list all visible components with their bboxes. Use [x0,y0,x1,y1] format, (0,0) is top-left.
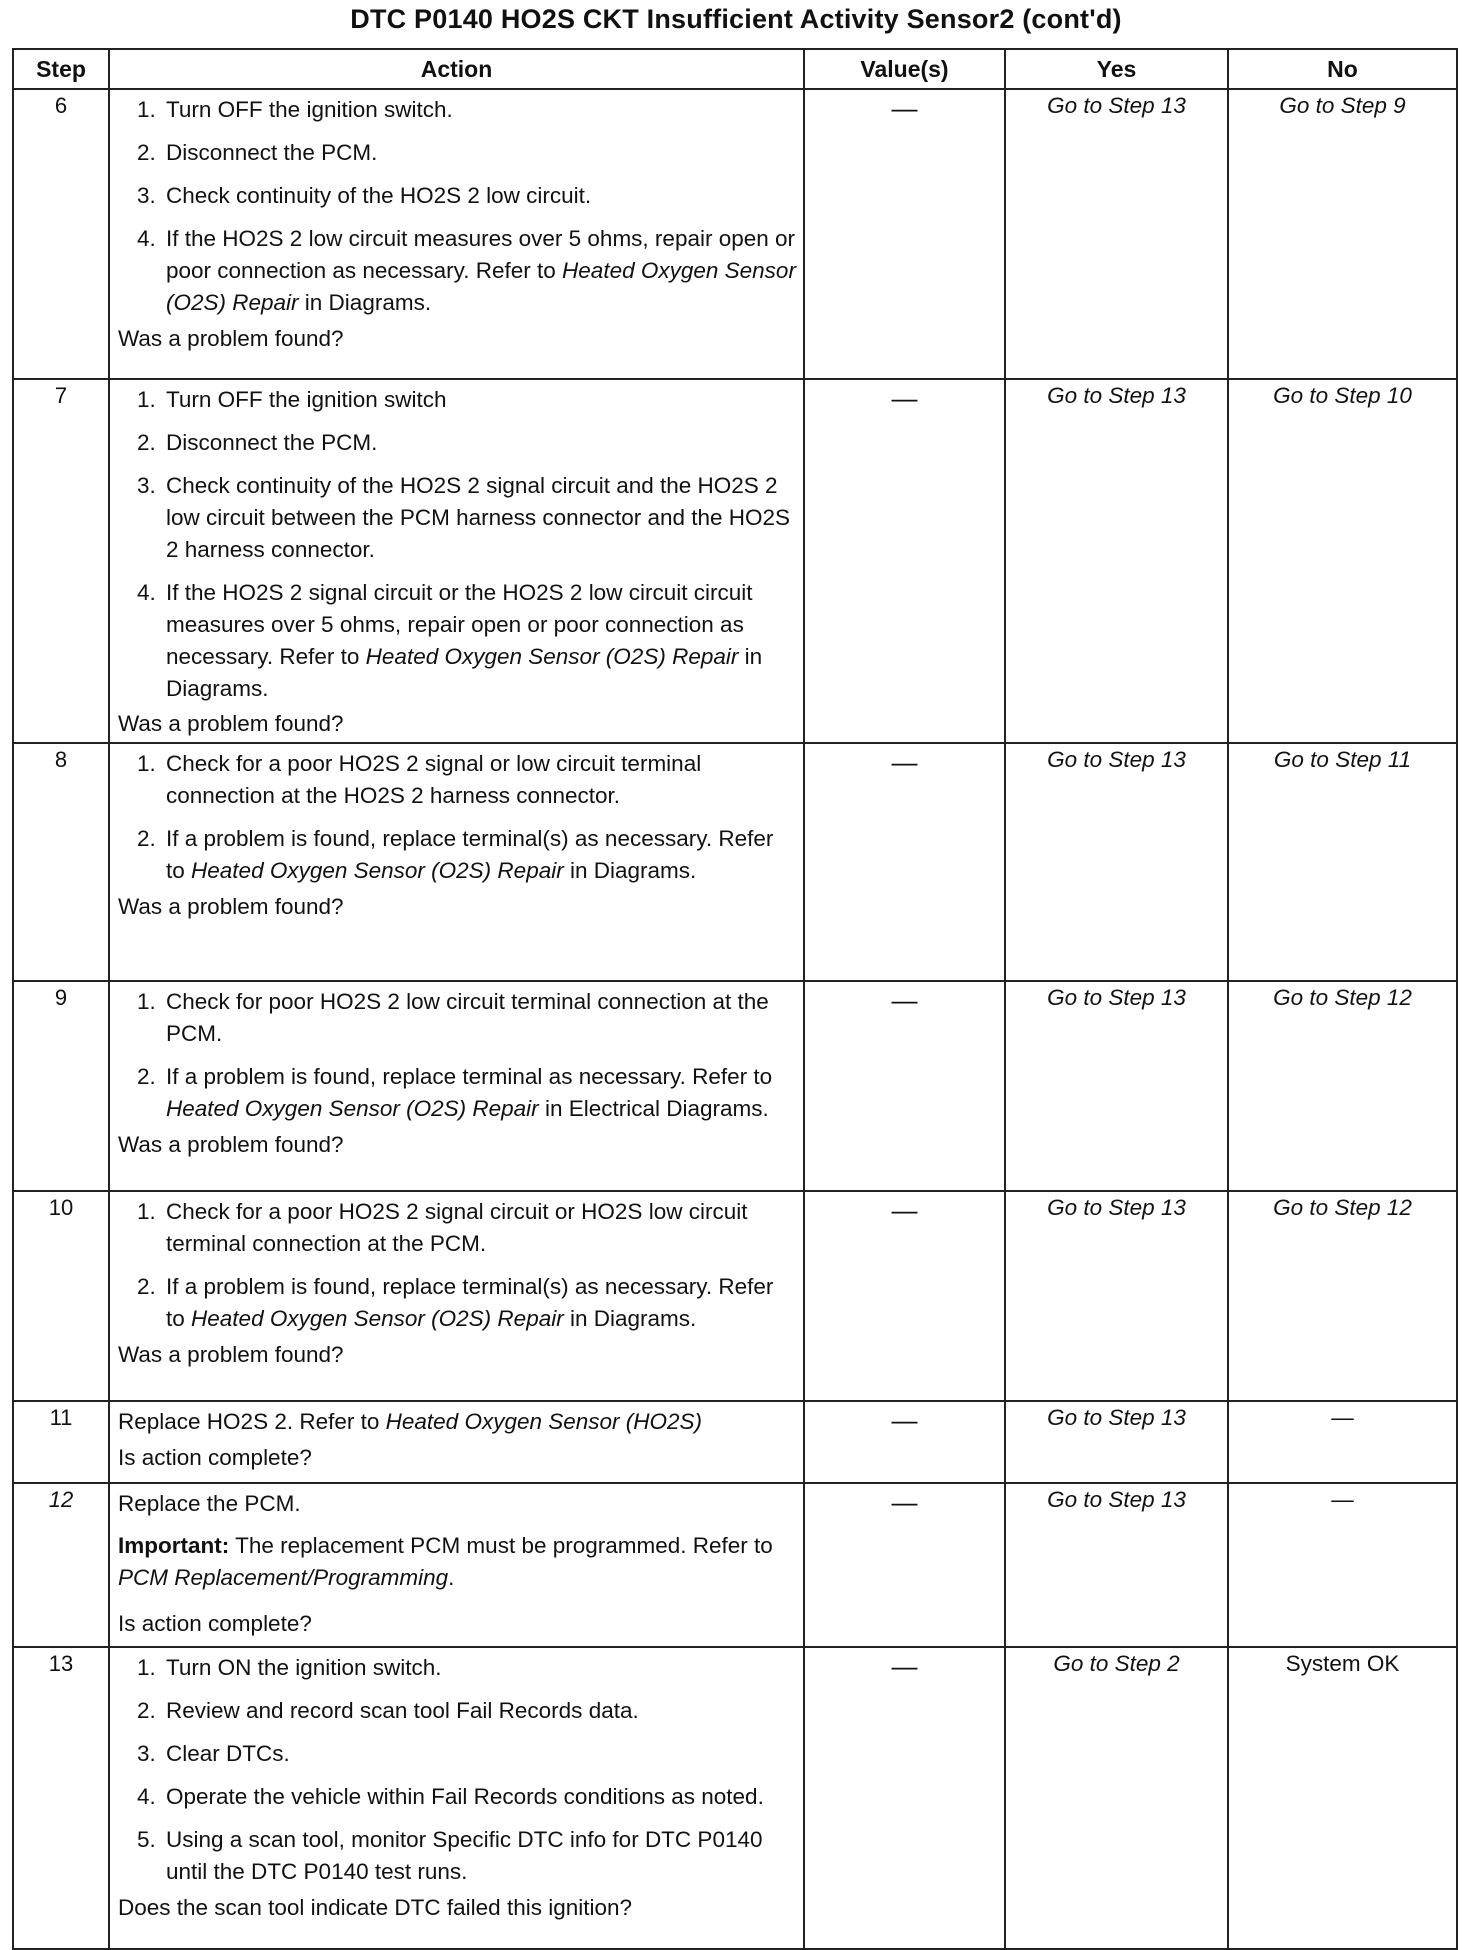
list-item: 3. Clear DTCs. [162,1738,797,1770]
list-item: 4. If the HO2S 2 signal circuit or the HO2S 2 low circuit circuit measures over 5 ohms, repair open or poor connection as necessary. Refer to Heated Oxygen Sensor (O2S) Repair in Diagrams. [162,577,797,705]
step-number: 10 [13,1191,109,1401]
action-text: Replace the PCM. [118,1491,301,1517]
header-no: No [1228,49,1457,89]
no-answer: — [1331,1405,1354,1431]
action-question: Was a problem found? [118,894,344,920]
list-item: 4. Operate the vehicle within Fail Records conditions as noted. [162,1781,797,1813]
action-question: Is action complete? [118,1445,312,1471]
page-title: DTC P0140 HO2S CKT Insufficient Activity Sensor2 (cont'd) [350,4,1122,34]
action-list [118,1652,797,1888]
important-note: Important: The replacement PCM must be programmed. Refer to PCM Replacement/Programming. [118,1533,773,1591]
yes-cell [1005,1483,1228,1647]
no-cell [1228,1483,1457,1647]
list-item: 4. If the HO2S 2 low circuit measures over 5 ohms, repair open or poor connection as necessary. Refer to Heated Oxygen Sensor (O2S) Repair in Diagrams. [162,223,797,319]
list-item: 2. Disconnect the PCM. [162,137,797,169]
step-number: 7 [13,379,109,743]
yes-cell [1005,1647,1228,1949]
table-row [13,379,1457,743]
list-item: 3. Check continuity of the HO2S 2 low circuit. [162,180,797,212]
no-cell [1228,981,1457,1191]
action-question: Does the scan tool indicate DTC failed this ignition? [118,1895,633,1920]
action-cell [109,1401,804,1483]
yes-answer: Go to Step 13 [1047,93,1186,118]
action-cell [109,89,804,379]
list-item: 1. Check for a poor HO2S 2 signal or low circuit terminal connection at the HO2S 2 harness connector. [162,748,797,812]
list-item: 1. Check for a poor HO2S 2 signal circuit or HO2S low circuit terminal connection at the PCM. [162,1196,797,1260]
no-cell [1228,743,1457,981]
action-list [118,748,797,887]
no-answer: Go to Step 11 [1273,747,1412,773]
action-cell [109,981,804,1191]
header-values: Value(s) [804,49,1005,89]
action-question: Was a problem found? [118,325,344,351]
table-row [13,89,1457,379]
yes-answer: Go to Step 13 [1047,1405,1186,1431]
no-answer: Go to Step 12 [1273,1195,1412,1221]
list-item: 1. Turn ON the ignition switch. [162,1652,797,1684]
action-text: Replace HO2S 2. Refer to Heated Oxygen Sensor (HO2S) [118,1409,703,1435]
table-row [13,981,1457,1191]
no-answer: Go to Step 12 [1273,985,1412,1011]
yes-answer: Go to Step 2 [1053,1651,1180,1677]
action-question: Was a problem found? [118,1342,344,1368]
no-cell [1228,379,1457,743]
value-cell: — [804,379,1005,743]
no-cell [1228,1191,1457,1401]
action-cell [109,1191,804,1401]
no-answer: Go to Step 10 [1273,383,1412,408]
action-list [118,94,797,319]
list-item: 2. Review and record scan tool Fail Records data. [162,1695,797,1727]
yes-cell [1005,981,1228,1191]
yes-cell [1005,379,1228,743]
list-item: 1. Turn OFF the ignition switch. [162,94,797,126]
yes-answer: Go to Step 13 [1047,383,1186,408]
step-number: 12 [13,1483,109,1647]
action-cell [109,1647,804,1949]
no-cell [1228,1401,1457,1483]
yes-answer: Go to Step 13 [1047,1487,1186,1513]
yes-answer: Go to Step 13 [1047,985,1186,1011]
yes-cell [1005,1401,1228,1483]
step-number: 11 [13,1401,109,1483]
value-cell: — [804,1483,1005,1647]
table-row [13,1401,1457,1483]
table-row [13,1483,1457,1647]
list-item: 1. Check for poor HO2S 2 low circuit terminal connection at the PCM. [162,986,797,1050]
no-cell [1228,89,1457,379]
yes-cell [1005,1191,1228,1401]
value-cell: — [804,1191,1005,1401]
yes-answer: Go to Step 13 [1047,747,1186,773]
list-item: 2. Disconnect the PCM. [162,427,797,459]
action-cell [109,743,804,981]
action-cell [109,1483,804,1647]
yes-cell [1005,743,1228,981]
action-list [118,1196,797,1335]
list-item: 2. If a problem is found, replace terminal(s) as necessary. Refer to Heated Oxygen Sensor (O2S) Repair in Diagrams. [162,1271,797,1335]
table-row [13,1647,1457,1949]
list-item: 3. Check continuity of the HO2S 2 signal circuit and the HO2S 2 low circuit between the PCM harness connector and the HO2S 2 harness connector. [162,470,797,566]
action-list [118,384,797,704]
step-number: 6 [13,89,109,379]
no-answer: System OK [1285,1651,1400,1677]
list-item: 5. Using a scan tool, monitor Specific DTC info for DTC P0140 until the DTC P0140 test runs. [162,1824,797,1888]
yes-cell [1005,89,1228,379]
value-cell: — [804,1647,1005,1949]
step-number: 9 [13,981,109,1191]
action-question: Was a problem found? [118,711,344,737]
value-cell: — [804,1401,1005,1483]
dtc-table [12,48,1458,1950]
table-row [13,743,1457,981]
value-cell: — [804,89,1005,379]
no-answer: Go to Step 9 [1279,93,1406,118]
header-step: Step [13,49,109,89]
action-list [118,986,797,1125]
value-cell: — [804,743,1005,981]
action-question: Is action complete? [118,1611,312,1637]
no-answer: — [1331,1487,1354,1513]
list-item: 2. If a problem is found, replace terminal(s) as necessary. Refer to Heated Oxygen Sensor (O2S) Repair in Diagrams. [162,823,797,887]
action-cell [109,379,804,743]
header-row [13,49,1457,89]
table-row [13,1191,1457,1401]
header-yes: Yes [1005,49,1228,89]
step-number: 13 [13,1647,109,1949]
header-action: Action [109,49,804,89]
yes-answer: Go to Step 13 [1047,1195,1186,1221]
no-cell [1228,1647,1457,1949]
step-number: 8 [13,743,109,981]
list-item: 1. Turn OFF the ignition switch [162,384,797,416]
list-item: 2. If a problem is found, replace terminal as necessary. Refer to Heated Oxygen Sensor (O2S) Repair in Electrical Diagrams. [162,1061,797,1125]
action-question: Was a problem found? [118,1132,344,1158]
value-cell: — [804,981,1005,1191]
